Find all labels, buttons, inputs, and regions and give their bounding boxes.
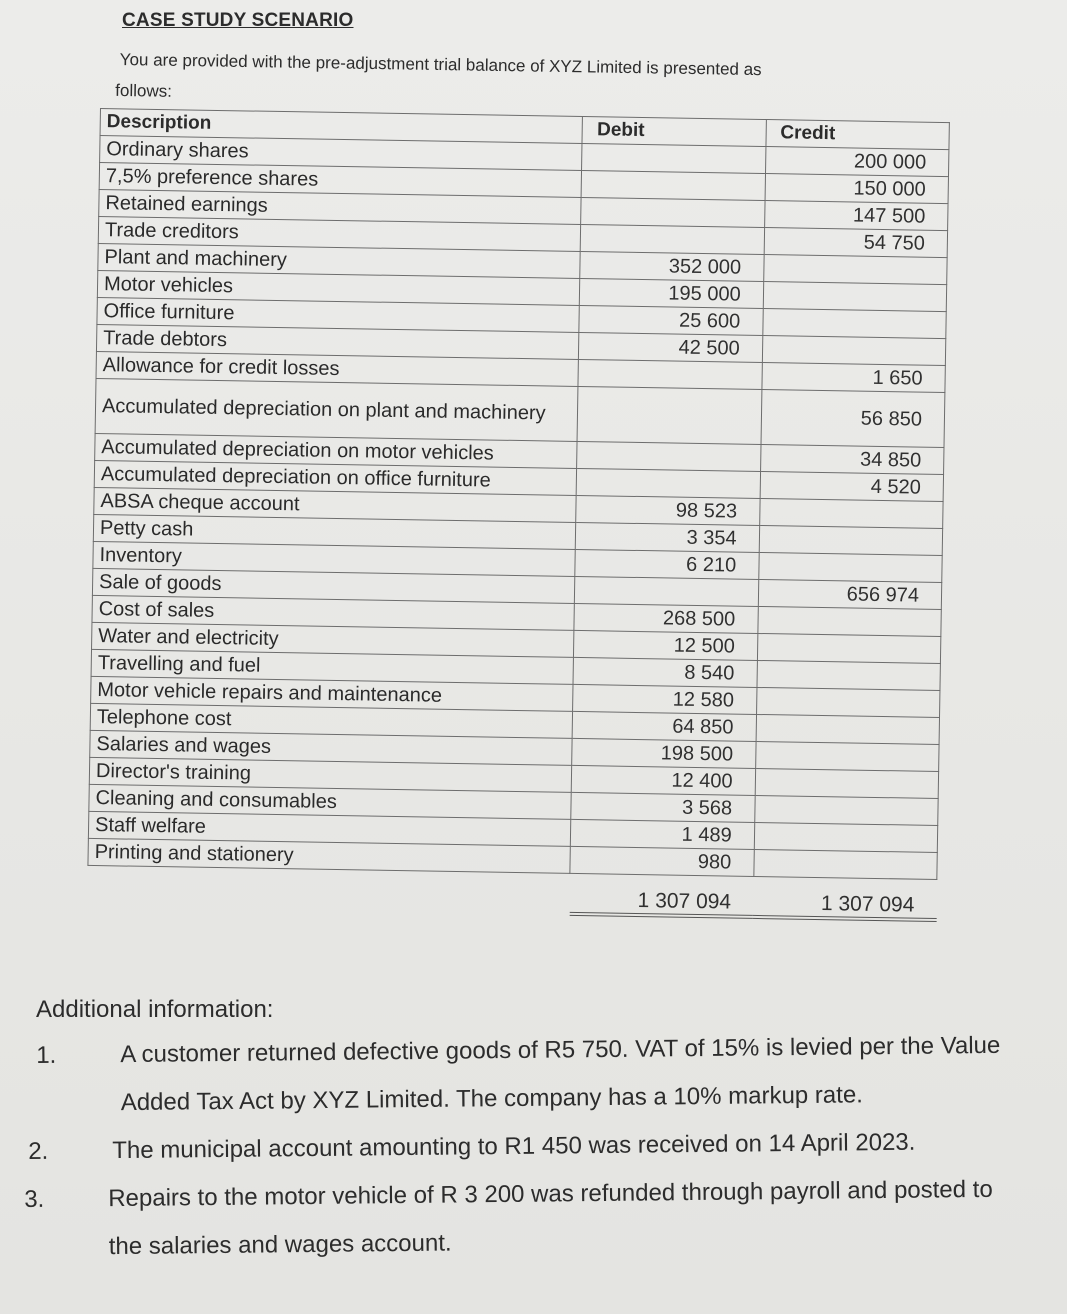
row-description: Accumulated depreciation on motor vehicles [95, 433, 578, 468]
row-credit [759, 525, 943, 555]
row-description: Sale of goods [92, 568, 575, 603]
row-credit [757, 660, 941, 690]
row-debit: 8 540 [573, 657, 757, 687]
row-debit [577, 441, 761, 471]
row-description: Retained earnings [99, 189, 582, 224]
row-description: Telephone cost [90, 703, 573, 738]
info-item-number: 1. [36, 1041, 57, 1069]
row-description: Allowance for credit losses [96, 351, 579, 386]
row-debit [577, 468, 761, 498]
row-description: Office furniture [97, 297, 580, 332]
total-credit: 1 307 094 [753, 876, 937, 920]
row-credit [758, 552, 942, 582]
row-debit: 195 000 [580, 278, 764, 308]
row-credit [763, 282, 947, 312]
header-debit: Debit [582, 117, 766, 147]
intro-line-2: follows: [115, 80, 173, 101]
row-credit [756, 687, 940, 717]
row-description: Motor vehicles [97, 270, 580, 305]
row-debit [582, 144, 766, 174]
row-debit: 980 [570, 846, 754, 876]
row-credit: 34 850 [760, 445, 944, 475]
totals-spacer [87, 865, 570, 913]
row-credit: 656 974 [758, 579, 942, 609]
row-description: Salaries and wages [90, 730, 573, 765]
row-description: ABSA cheque account [94, 487, 577, 522]
row-debit: 268 500 [574, 603, 758, 633]
row-credit: 147 500 [764, 201, 948, 231]
header-credit: Credit [766, 120, 950, 150]
row-credit [755, 768, 939, 798]
row-credit [756, 714, 940, 744]
row-debit: 98 523 [576, 495, 760, 525]
row-description: Trade debtors [96, 324, 579, 359]
row-credit [754, 849, 938, 879]
row-debit [581, 224, 765, 254]
row-credit: 4 520 [760, 471, 944, 501]
row-debit: 42 500 [579, 332, 763, 362]
row-description: Accumulated depreciation on plant and machinery [95, 378, 578, 441]
row-description: Petty cash [93, 514, 576, 549]
row-description: Inventory [93, 541, 576, 576]
row-debit: 198 500 [572, 738, 756, 768]
total-debit: 1 307 094 [570, 873, 754, 917]
info-item-text: The municipal account amounting to R1 450 was received on 14 April 2023. [112, 1128, 916, 1165]
row-credit [754, 795, 938, 825]
row-debit: 3 354 [576, 522, 760, 552]
row-debit: 12 400 [572, 765, 756, 795]
row-description: Accumulated depreciation on office furniture [94, 460, 577, 495]
row-debit [581, 197, 765, 227]
row-description: Cost of sales [92, 595, 575, 630]
row-description: Printing and stationery [88, 838, 571, 873]
row-credit: 200 000 [765, 147, 949, 177]
row-credit: 54 750 [764, 228, 948, 258]
intro-text [115, 44, 920, 119]
row-debit [581, 170, 765, 200]
row-credit [759, 498, 943, 528]
row-debit: 25 600 [579, 305, 763, 335]
row-debit: 1 489 [571, 819, 755, 849]
row-credit [754, 822, 938, 852]
row-debit [578, 359, 762, 389]
row-debit: 3 568 [571, 792, 755, 822]
intro-line-1: You are provided with the pre-adjustment trial balance of XYZ Limited is presented as [119, 49, 762, 80]
row-credit [758, 606, 942, 636]
row-description: Staff welfare [88, 811, 571, 846]
info-item-number: 3. [24, 1185, 45, 1213]
info-item-text: Repairs to the motor vehicle of R 3 200 was refunded through payroll and posted to [108, 1175, 993, 1213]
row-debit: 12 580 [573, 684, 757, 714]
row-description: Motor vehicle repairs and maintenance [91, 676, 574, 711]
header-description: Description [100, 109, 583, 144]
row-description: Plant and machinery [98, 243, 581, 278]
row-credit: 150 000 [765, 174, 949, 204]
trial-balance-table [87, 108, 950, 922]
info-item-text-continued: Added Tax Act by XYZ Limited. The company has a 10% markup rate. [120, 1081, 864, 1117]
row-credit [762, 336, 946, 366]
row-debit: 6 210 [575, 549, 759, 579]
row-description: Ordinary shares [100, 136, 583, 171]
info-item-text-continued: the salaries and wages account. [108, 1229, 452, 1261]
row-debit: 12 500 [574, 630, 758, 660]
additional-info-title: Additional information: [36, 996, 274, 1023]
info-item-text: A customer returned defective goods of R5 750. VAT of 15% is levied per the Value [120, 1031, 1001, 1069]
row-credit [757, 633, 941, 663]
row-debit: 64 850 [572, 711, 756, 741]
row-description: Water and electricity [92, 622, 575, 657]
row-description: Trade creditors [98, 216, 581, 251]
row-description: Director's training [89, 757, 572, 792]
row-description: 7,5% preference shares [99, 163, 582, 198]
row-credit [755, 741, 939, 771]
row-debit [575, 576, 759, 606]
row-description: Travelling and fuel [91, 649, 574, 684]
row-debit: 352 000 [580, 251, 764, 281]
row-credit: 1 650 [762, 363, 946, 393]
row-credit [762, 309, 946, 339]
row-description: Cleaning and consumables [89, 784, 572, 819]
row-credit: 56 850 [761, 390, 945, 448]
row-debit [577, 386, 761, 444]
info-item-number: 2. [28, 1137, 49, 1165]
page-heading: CASE STUDY SCENARIO [122, 10, 354, 31]
row-credit [763, 255, 947, 285]
